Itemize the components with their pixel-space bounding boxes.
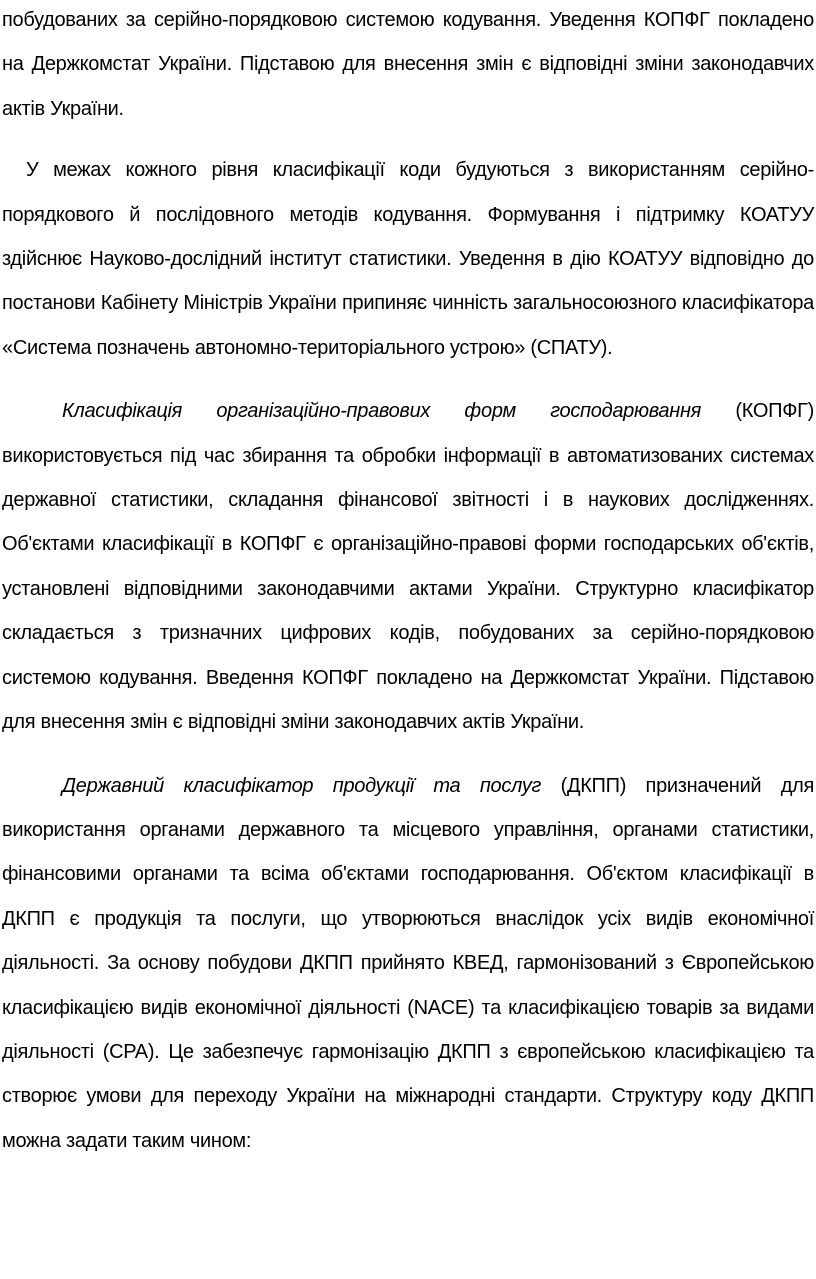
paragraph-text: (КОПФГ) використовується під час збирання та обробки інформації в автоматизованих системах державної статистики, складання фінансової звітності і в наукових дослідженнях. Об'єктами класифікації в КОПФГ є організаційно-правові форми господарських об'єктів, установлені відповідними законодавчими актами України. Структурно класифікатор складається з тризначних цифрових кодів, побудованих за серійно-порядковою системою кодування. Введення КОПФГ покладено на Держкомстат України. Підставою для внесення змін є відповідні зміни законодавчих актів України. bbox=[2, 400, 814, 734]
paragraph-text: побудованих за серійно-порядковою системою кодування. Уведення КОПФГ покладено на Держкомстат України. Підставою для внесення змін є відповідні зміни законодавчих актів України. bbox=[2, 9, 814, 120]
paragraph-dkpp bbox=[2, 764, 814, 1164]
paragraph-text: У межах кожного рівня класифікації коди будуються з використанням серійно-порядкового й послідовного методів кодування. Формування і підтримку КОАТУУ здійснює Науково-дослідний інститут статистики. Уведення в дію КОАТУУ відповідно до постанови Кабінету Міністрів України припиняє чинність загальносоюзного класифікатора «Система позначень автономно-територіального устрою» (СПАТУ). bbox=[2, 159, 814, 359]
paragraph-term: Класифікація організаційно-правових форм господарювання bbox=[62, 400, 702, 423]
paragraph-term: Державний класифікатор продукції та послуг bbox=[62, 774, 542, 797]
paragraph-text: (ДКПП) призначений для використання органами державного та місцевого управління, органами статистики, фінансовими органами та всіма об'єктами господарювання. Об'єктом класифікації в ДКПП є продукція та послуги, що утворюються внаслідок усіх видів економічної діяльності. За основу побудови ДКПП прийнято КВЕД, гармонізований з Європейською класифікацією видів економічної діяльності (NACE) та класифікацією товарів за видами діяльності (CPA). Це забезпечує гармонізацію ДКПП з європейською класифікацією та створює умови для переходу України на міжнародні стандарти. Структуру коду ДКПП можна задати таким чином: bbox=[2, 774, 814, 1152]
paragraph-koatuu bbox=[2, 148, 814, 370]
paragraph-kopfg-continuation bbox=[2, 0, 814, 131]
paragraph-kopfg bbox=[2, 389, 814, 744]
